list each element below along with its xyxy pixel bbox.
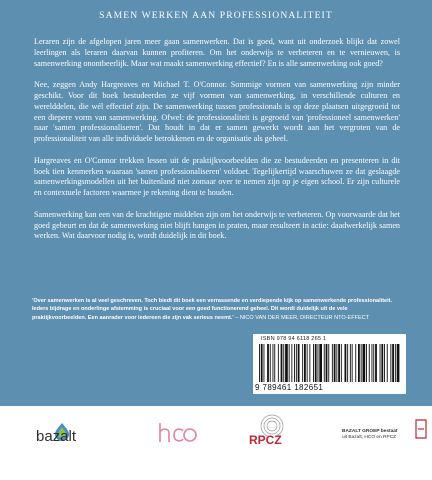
barcode-bar [319, 344, 322, 382]
isbn-barcode-box [253, 334, 406, 394]
barcode-bar [283, 344, 284, 382]
barcode-bar [324, 344, 325, 382]
barcode-bar [369, 344, 370, 382]
barcode-bar [397, 344, 400, 382]
barcode-bar [381, 344, 383, 382]
barcode-bar [315, 344, 317, 382]
barcode-bar [332, 344, 333, 382]
barcode-bar [387, 344, 388, 382]
blurb-paragraph-1: Leraren zijn de afgelopen jaren meer gaan samenwerken. Dat is goed, want uit onderzoek blijkt dat zowel leerlingen als leraren daarvan kunnen profiteren. Om het onderwijs te verbeteren en te vernieuwen, is samenwerking onontbeerlijk. Maar wat maakt samenwerking effectief? En is alle samenwerking ook goed? [34, 37, 400, 68]
isbn-label: ISBN 978 94 6118 265 1 [261, 336, 327, 342]
barcode-bar [373, 344, 374, 382]
barcode-bar [363, 344, 366, 382]
barcode-bar [264, 344, 265, 382]
barcode-bar [392, 344, 394, 382]
barcode-bar [318, 344, 319, 382]
barcode-bar [380, 344, 381, 382]
barcode-bar [261, 344, 263, 382]
blurb-text [34, 37, 400, 253]
barcode-bar [309, 344, 310, 382]
quote-attribution: – NICO VAN DER MEER, DIRECTEUR NTO-EFFECT [233, 314, 370, 321]
barcode-bar [350, 344, 351, 382]
barcode-bar [341, 344, 342, 382]
barcode-bar [384, 344, 385, 382]
barcode-bar [361, 344, 362, 382]
bazalt-logo-text: bazalt [36, 428, 77, 445]
quote-text: 'Over samenwerken is al veel geschreven. Toch biedt dit boek een verrassende en verdiepende kijk op samenwerkende professionaliteit. Ieders bijdrage en onderlinge afstemming is cruciaal voor een goed functionerend geheel. Dit wordt duidelijk uit de vele praktijkvoorbeelden. Een aanrader voor iedereen die zijn vak serieus neemt.' [32, 298, 393, 321]
barcode-bar [313, 344, 314, 382]
barcode-bar [259, 344, 260, 382]
barcode-bar [281, 344, 283, 382]
barcode-bar [294, 344, 295, 382]
bazalt-group-note [342, 429, 418, 441]
barcode-bar [270, 344, 271, 382]
barcode-bar [334, 344, 336, 382]
barcode-bar [336, 344, 337, 382]
blurb-paragraph-2: Nee, zeggen Andy Hargreaves en Michael T. O'Connor. Sommige vormen van samenwerking zijn minder geschikt. Voor dit boek bestudeerden ze vijf vormen van samenwerking, in verschillende culturen en werelddelen, die wél effectief zijn. De samenwerking tussen professionals is op deze plaatsen uitgegroeid tot een diepere vorm van samenwerking. Ofwel: de professionaliteit is gegroeid van 'professioneel samenwerken' naar 'samen professionaliseren'. Dat houdt in dat er samen gewerkt wordt aan het vergroten van de professionaliteit van alle individuele betrokkenen en de organisatie als geheel. [34, 80, 400, 144]
barcode-bar [273, 344, 274, 382]
barcode-bar [366, 344, 367, 382]
barcode-bar [289, 344, 290, 382]
barcode-bar [345, 344, 347, 382]
barcode-bar [304, 344, 306, 382]
barcode-bar [358, 344, 360, 382]
barcode-bar [302, 344, 303, 382]
isbn-digits: 9 789461 182651 [255, 383, 324, 392]
group-note-line-2: uit Bazalt, HCO en RPCZ [342, 435, 397, 440]
barcode-bar [285, 344, 288, 382]
blurb-paragraph-3: Hargreaves en O'Connor trekken lessen uit de praktijkvoorbeelden die ze bestudeerden en presenteren in dit boek tien kenmerken waaraan 'samen professionaliseren' voldoet. Tegelijkertijd waarschuwen ze dat geslaagde samenwerkingsmodellen uit het buitenland niet zomaar over te nemen zijn op je eigen school. Er zijn culturele en contextuele factoren waarmee je rekening dient te houden. [34, 155, 400, 198]
endorsement-quote [32, 297, 402, 322]
barcode-bar [291, 344, 292, 382]
hco-logo [156, 420, 198, 446]
barcode-bar [326, 344, 328, 382]
barcode-bar [307, 344, 308, 382]
barcode-bar [372, 344, 373, 382]
bazalt-group-mark-icon [414, 418, 428, 440]
cover-title: SAMEN WERKEN AAN PROFESSIONALITEIT [99, 10, 333, 21]
barcode-bar [267, 344, 269, 382]
barcode-bar [274, 344, 275, 382]
barcode-bar [395, 344, 396, 382]
rpcz-logo-text: RPCZ [249, 433, 282, 447]
barcode-bar [375, 344, 377, 382]
barcode-bar [390, 344, 391, 382]
barcode-bar [298, 344, 300, 382]
blurb-paragraph-4: Samenwerking kan een van de krachtigste middelen zijn om het onderwijs te verbeteren. Op voorwaarde dat het goed gebeurt en dat de samenwerking niet blijft hangen in praten, maar resulteert in actie: daadwerkelijk samen werken. Wat daarvoor nodig is, wordt duidelijk in dit boek. [34, 209, 400, 241]
barcode-bar [347, 344, 348, 382]
barcode-bar [328, 344, 329, 382]
group-note-line-1: BAZALT GROEP bestaat [342, 429, 398, 434]
barcode [259, 344, 400, 382]
barcode-bar [278, 344, 279, 382]
barcode-bar [355, 344, 356, 382]
barcode-bar [338, 344, 340, 382]
barcode-bar [296, 344, 297, 382]
barcode-bar [352, 344, 353, 382]
